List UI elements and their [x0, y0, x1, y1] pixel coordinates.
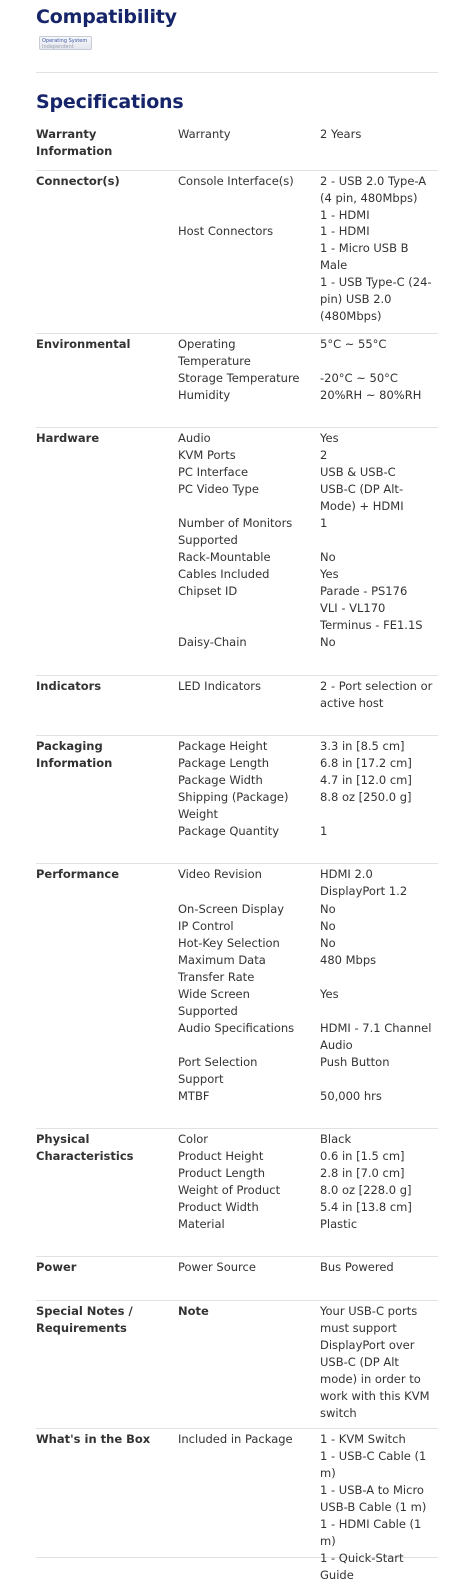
spec-value [320, 1303, 438, 1422]
spec-group-name: Warranty Information [36, 127, 113, 158]
spec-value-line: 6.8 in [17.2 cm] [320, 756, 412, 770]
spec-value-line: No [320, 936, 336, 950]
spec-attribute: Wide Screen Supported [178, 987, 250, 1018]
compatibility-heading: Compatibility [36, 6, 177, 28]
spec-value [320, 481, 438, 515]
spec-attribute: Weight of Product [178, 1183, 281, 1197]
spec-group-name: Indicators [36, 679, 102, 693]
specifications-table [36, 124, 438, 1582]
spec-value-line: 3.3 in [8.5 cm] [320, 739, 405, 753]
spec-value-line: DisplayPort 1.2 [320, 884, 408, 898]
spec-value-line: No [320, 919, 336, 933]
spec-value-line: No [320, 635, 336, 649]
spec-value [320, 223, 438, 325]
spec-group-name: Performance [36, 867, 120, 881]
spec-value-line: 1 - HDMI [320, 208, 370, 222]
spec-attribute: Number of Monitors Supported [178, 516, 293, 547]
spec-group-name: What's in the Box [36, 1432, 151, 1446]
spec-value-line: 1 [320, 824, 328, 838]
spec-group [36, 1129, 438, 1257]
spec-attribute: Power Source [178, 1260, 256, 1274]
spec-value-line: 8.8 oz [250.0 g] [320, 790, 412, 804]
spec-attribute: Product Length [178, 1166, 265, 1180]
spec-group [36, 428, 438, 676]
spec-attribute: Host Connectors [178, 224, 274, 238]
spec-value [320, 1259, 438, 1276]
spec-attribute: Chipset ID [178, 584, 238, 598]
spec-value [320, 738, 438, 755]
spec-group [36, 736, 438, 864]
spec-value [320, 1054, 438, 1071]
spec-value [320, 1216, 438, 1233]
spec-value-line: USB & USB-C [320, 465, 396, 479]
spec-attribute: Maximum Data Transfer Rate [178, 953, 266, 984]
spec-value [320, 336, 438, 353]
spec-value-line: 2.8 in [7.0 cm] [320, 1166, 405, 1180]
spec-value [320, 952, 438, 969]
specifications-heading: Specifications [36, 91, 184, 113]
spec-attribute: PC Video Type [178, 482, 259, 496]
spec-value-line: No [320, 902, 336, 916]
spec-value-line: 1 - Quick-Start Guide [320, 1551, 404, 1582]
spec-attribute: Package Quantity [178, 824, 280, 838]
spec-group [36, 1301, 438, 1429]
spec-group-name: Packaging Information [36, 739, 113, 770]
spec-attribute: Package Width [178, 773, 263, 787]
spec-attribute: Product Height [178, 1149, 264, 1163]
os-badge-line2: Independent [42, 44, 74, 50]
spec-group-name: Physical Characteristics [36, 1132, 134, 1163]
os-independent-badge [39, 36, 92, 50]
spec-value [320, 678, 438, 712]
spec-value [320, 866, 438, 900]
spec-group [36, 171, 438, 334]
spec-value-line: 2 [320, 448, 328, 462]
spec-value [320, 1131, 438, 1148]
spec-group [36, 334, 438, 428]
spec-value [320, 447, 438, 464]
spec-value-line: 1 - USB-C Cable (1 m) [320, 1449, 427, 1480]
spec-value [320, 370, 438, 387]
spec-attribute: KVM Ports [178, 448, 236, 462]
spec-attribute: Included in Package [178, 1432, 293, 1446]
spec-value-line: Yes [320, 987, 339, 1001]
spec-attribute: Video Revision [178, 867, 262, 881]
spec-group-name: Environmental [36, 337, 131, 351]
spec-value-line: 5°C ~ 55°C [320, 337, 387, 351]
spec-attribute: Hot-Key Selection [178, 936, 280, 950]
spec-attribute: PC Interface [178, 465, 249, 479]
spec-value-line: 1 [320, 516, 328, 530]
spec-group [36, 676, 438, 736]
spec-value [320, 1020, 438, 1054]
spec-value [320, 918, 438, 935]
spec-value-line: Bus Powered [320, 1260, 394, 1274]
spec-value-line: 50,000 hrs [320, 1089, 382, 1103]
spec-attribute: Product Width [178, 1200, 259, 1214]
spec-value-line: 5.4 in [13.8 cm] [320, 1200, 412, 1214]
spec-value [320, 1088, 438, 1105]
spec-value [320, 549, 438, 566]
spec-value [320, 566, 438, 583]
spec-value-line: Your USB-C ports must support DisplayPort over USB-C (DP Alt mode) in order to work with this KVM switch [320, 1304, 430, 1420]
spec-value-line: 1 - HDMI Cable (1 m) [320, 1517, 422, 1548]
spec-value [320, 823, 438, 840]
spec-value-line: Parade - PS176 [320, 584, 408, 598]
spec-value-line: No [320, 550, 336, 564]
spec-attribute: Console Interface(s) [178, 174, 294, 188]
spec-attribute: Rack-Mountable [178, 550, 271, 564]
spec-group-name: Power [36, 1260, 77, 1274]
spec-value-line: 1 - USB Type-C (24-pin) USB 2.0 (480Mbps) [320, 275, 432, 323]
spec-value-line: Push Button [320, 1055, 390, 1069]
section-divider [36, 72, 438, 73]
spec-value-line: Yes [320, 567, 339, 581]
spec-attribute: Daisy-Chain [178, 635, 247, 649]
spec-value [320, 430, 438, 447]
spec-value-line: Yes [320, 431, 339, 445]
spec-value [320, 1182, 438, 1199]
spec-value-line: 480 Mbps [320, 953, 377, 967]
os-badge-line1: Operating System [42, 38, 88, 44]
spec-attribute: Material [178, 1217, 225, 1231]
spec-group [36, 1429, 438, 1582]
spec-value-line: 0.6 in [1.5 cm] [320, 1149, 405, 1163]
spec-value [320, 583, 438, 634]
spec-value [320, 1199, 438, 1216]
spec-value-line: Plastic [320, 1217, 358, 1231]
spec-value-line: 2 Years [320, 127, 362, 141]
spec-value [320, 515, 438, 532]
spec-attribute: Package Length [178, 756, 269, 770]
spec-group [36, 864, 438, 1129]
spec-attribute: Audio [178, 431, 211, 445]
spec-value [320, 173, 438, 224]
spec-value [320, 986, 438, 1003]
spec-attribute: Package Height [178, 739, 268, 753]
spec-group-name: Special Notes / Requirements [36, 1304, 133, 1335]
spec-value [320, 464, 438, 481]
spec-value-line: 4.7 in [12.0 cm] [320, 773, 412, 787]
spec-value [320, 1148, 438, 1165]
spec-value [320, 935, 438, 952]
spec-attribute: On-Screen Display [178, 902, 285, 916]
spec-value [320, 126, 438, 143]
spec-attribute: Storage Temperature [178, 371, 300, 385]
spec-value-line: 20%RH ~ 80%RH [320, 388, 422, 402]
spec-value-line: 1 - HDMI [320, 224, 370, 238]
spec-value [320, 789, 438, 806]
spec-value-line: Black [320, 1132, 352, 1146]
spec-value [320, 634, 438, 651]
spec-attribute: Port Selection Support [178, 1055, 258, 1086]
spec-value [320, 1165, 438, 1182]
spec-value-line: 2 - USB 2.0 Type-A (4 pin, 480Mbps) [320, 174, 427, 205]
spec-value-line: HDMI - 7.1 Channel Audio [320, 1021, 432, 1052]
spec-attribute: MTBF [178, 1089, 210, 1103]
spec-group-name: Connector(s) [36, 174, 120, 188]
spec-attribute: Humidity [178, 388, 231, 402]
spec-value-line: 1 - Micro USB B Male [320, 241, 409, 272]
spec-value [320, 1431, 438, 1584]
spec-attribute: Shipping (Package) Weight [178, 790, 289, 821]
spec-attribute: Color [178, 1132, 209, 1146]
spec-group-name: Hardware [36, 431, 100, 445]
spec-group [36, 124, 438, 171]
spec-attribute: Warranty [178, 127, 231, 141]
spec-value-line: 2 - Port selection or active host [320, 679, 433, 710]
spec-value-line: VLI - VL170 [320, 601, 386, 615]
spec-value [320, 901, 438, 918]
spec-value-line: -20°C ~ 50°C [320, 371, 398, 385]
spec-attribute: Audio Specifications [178, 1021, 295, 1035]
spec-group [36, 1257, 438, 1301]
spec-value-line: HDMI 2.0 [320, 867, 373, 881]
spec-value [320, 387, 438, 404]
spec-value-line: 1 - USB-A to Micro USB-B Cable (1 m) [320, 1483, 427, 1514]
spec-value-line: 8.0 oz [228.0 g] [320, 1183, 412, 1197]
spec-value [320, 772, 438, 789]
spec-value-line: USB-C (DP Alt-Mode) + HDMI [320, 482, 404, 513]
spec-value [320, 755, 438, 772]
spec-value-line: 1 - KVM Switch [320, 1432, 406, 1446]
spec-attribute: IP Control [178, 919, 234, 933]
spec-attribute: Note [178, 1304, 209, 1318]
spec-attribute: LED Indicators [178, 679, 261, 693]
spec-value-line: Terminus - FE1.1S [320, 618, 423, 632]
spec-attribute: Operating Temperature [178, 337, 251, 368]
spec-attribute: Cables Included [178, 567, 270, 581]
